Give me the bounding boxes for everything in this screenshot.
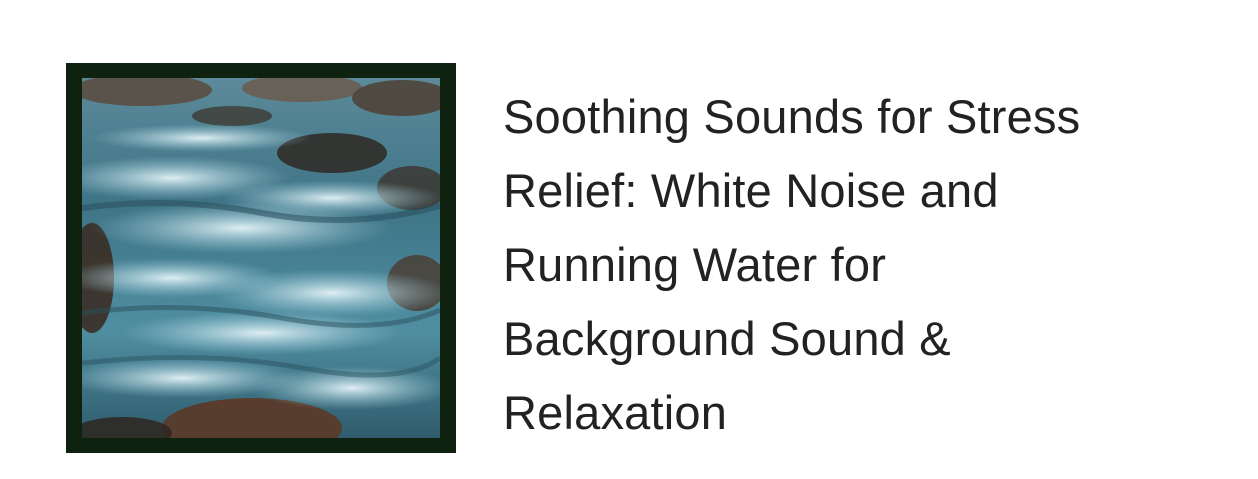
album-title-line: Background Sound & [503,312,951,365]
river-rapids-image [82,78,440,438]
album-title-line: Running Water for [503,238,887,291]
album-title [503,80,1203,450]
river-rapids-illustration [82,78,440,438]
album-artwork-frame[interactable] [66,63,456,453]
album-title-line: Soothing Sounds for Stress [503,90,1081,143]
album-title-line: Relief: White Noise and [503,164,999,217]
album-title-line: Relaxation [503,386,728,439]
